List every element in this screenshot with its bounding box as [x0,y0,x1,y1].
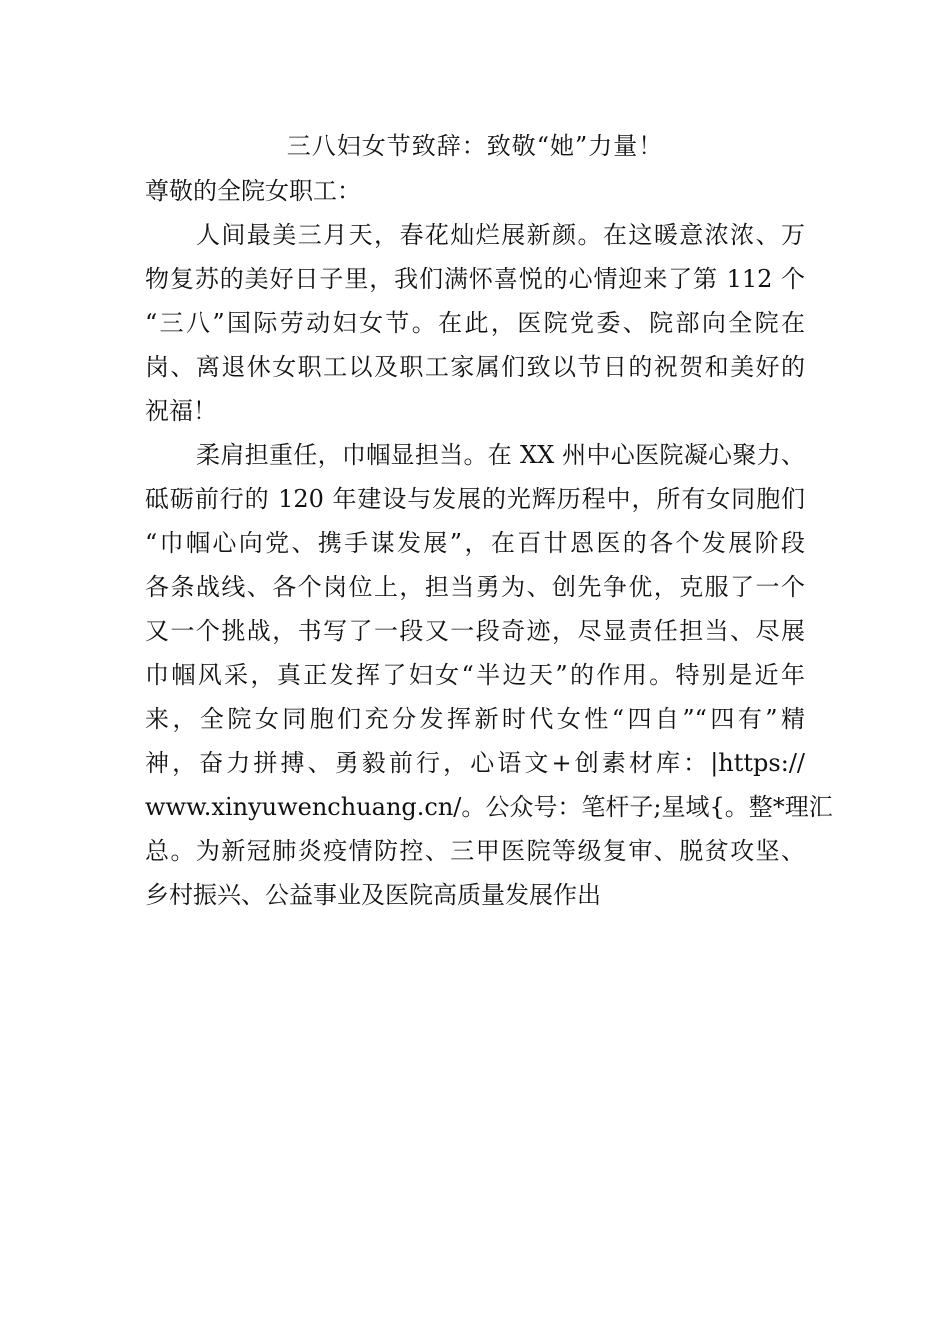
paragraph-2-line-11: 乡村振兴、公益事业及医院高质量发展作出 [145,881,601,909]
paragraph-2-line-4: 各条战线、各个岗位上，担当勇为、创先争优，克服了一个 [145,573,805,601]
paragraph-1-line-2: 物复苏的美好日子里，我们满怀喜悦的心情迎来了第 112 个 [145,265,805,293]
paragraph-2-line-6: 巾帼风采，真正发挥了妇女“半边天”的作用。特别是近年 [145,661,805,689]
paragraph-2-line-5: 又一个挑战，书写了一段又一段奇迹，尽显责任担当、尽展 [145,617,805,645]
paragraph-2-line-9: www.xinyuwenchuang.cn/。公众号：笔杆子;星域{。整*理汇 [145,793,833,821]
paragraph-1-line-5: 祝福！ [145,397,217,425]
paragraph-1-line-3: “三八”国际劳动妇女节。在此，医院党委、院部向全院在 [145,309,805,337]
paragraph-1-line-4: 岗、离退休女职工以及职工家属们致以节日的祝贺和美好的 [145,353,805,381]
paragraph-2-line-7: 来，全院女同胞们充分发挥新时代女性“四自”“四有”精 [145,705,805,733]
paragraph-1-line-1: 人间最美三月天，春花灿烂展新颜。在这暖意浓浓、万 [196,221,805,249]
document-title: 三八妇女节致辞：致敬“她”力量！ [286,132,664,160]
paragraph-2-line-2: 砥砺前行的 120 年建设与发展的光辉历程中，所有女同胞们 [145,485,805,513]
paragraph-2-line-1: 柔肩担重任，巾帼显担当。在 XX 州中心医院凝心聚力、 [196,441,805,469]
paragraph-2-line-3: “巾帼心向党、携手谋发展”，在百廿恩医的各个发展阶段 [145,529,805,557]
paragraph-2-line-8: 神，奋力拼搏、勇毅前行，心语文+创素材库：|https:// [145,749,805,777]
paragraph-2-line-10: 总。为新冠肺炎疫情防控、三甲医院等级复审、脱贫攻坚、 [145,837,805,865]
salutation: 尊敬的全院女职工： [145,177,361,205]
